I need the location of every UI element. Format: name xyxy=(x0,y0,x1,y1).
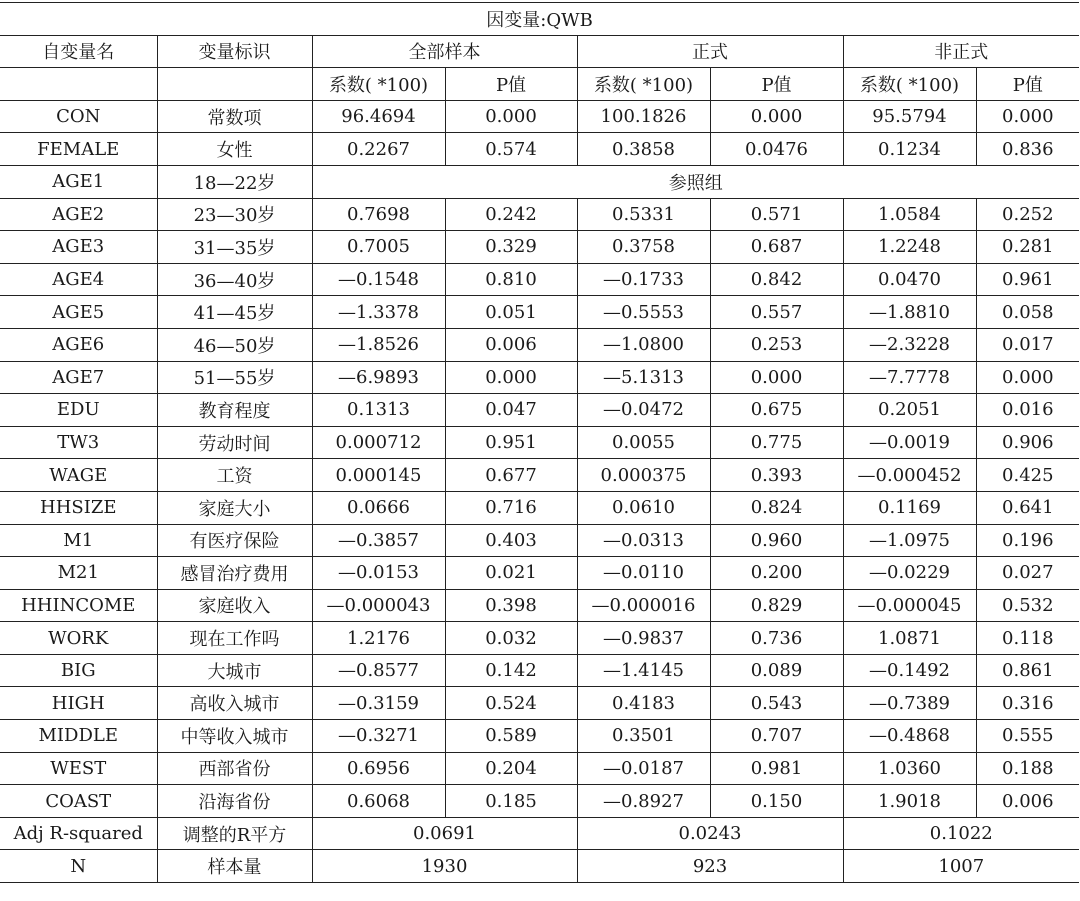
coefficient-cell: 0.0666 xyxy=(312,491,445,524)
coefficient-cell: —2.3228 xyxy=(843,328,976,361)
variable-label-cell: 教育程度 xyxy=(157,394,312,427)
coef-header-all: 系数( *100) xyxy=(312,68,445,101)
p-value-cell: 0.118 xyxy=(976,622,1079,655)
coefficient-cell: —0.000452 xyxy=(843,459,976,492)
variable-label-cell: 23—30岁 xyxy=(157,198,312,231)
variable-name-cell: BIG xyxy=(0,654,157,687)
p-value-cell: 0.543 xyxy=(710,687,843,720)
p-value-cell: 0.736 xyxy=(710,622,843,655)
coefficient-cell: —0.0019 xyxy=(843,426,976,459)
coefficient-cell: —5.1313 xyxy=(577,361,710,394)
variable-name-cell: WEST xyxy=(0,752,157,785)
p-value-cell: 0.810 xyxy=(445,263,577,296)
coefficient-cell: —1.8810 xyxy=(843,296,976,329)
variable-label-cell: 大城市 xyxy=(157,654,312,687)
p-value-cell: 0.006 xyxy=(445,328,577,361)
coefficient-cell: 0.1234 xyxy=(843,133,976,166)
dependent-variable-header: 因变量:QWB xyxy=(0,3,1079,36)
coefficient-cell: —0.4868 xyxy=(843,720,976,753)
table-row xyxy=(0,589,1079,622)
p-value-cell: 0.775 xyxy=(710,426,843,459)
p-value-cell: 0.142 xyxy=(445,654,577,687)
variable-label-cell: 18—22岁 xyxy=(157,165,312,198)
table-row xyxy=(0,328,1079,361)
variable-name-cell: WORK xyxy=(0,622,157,655)
p-value-cell: 0.017 xyxy=(976,328,1079,361)
variable-label-cell: 41—45岁 xyxy=(157,296,312,329)
table-row xyxy=(0,491,1079,524)
group-header-row xyxy=(0,35,1079,68)
variable-name-header: 自变量名 xyxy=(0,35,157,68)
table-row xyxy=(0,687,1079,720)
coefficient-cell: 1.0584 xyxy=(843,198,976,231)
table-row xyxy=(0,752,1079,785)
coefficient-cell: 0.0470 xyxy=(843,263,976,296)
coefficient-cell: 100.1826 xyxy=(577,100,710,133)
p-value-cell: 0.316 xyxy=(976,687,1079,720)
coefficient-cell: —0.5553 xyxy=(577,296,710,329)
p-value-cell: 0.677 xyxy=(445,459,577,492)
p-value-cell: 0.006 xyxy=(976,785,1079,818)
group-header-formal: 正式 xyxy=(577,35,843,68)
table-body xyxy=(0,3,1079,883)
coefficient-cell: 0.1313 xyxy=(312,394,445,427)
table-row xyxy=(0,263,1079,296)
coefficient-cell: —0.000016 xyxy=(577,589,710,622)
summary-value-cell: 0.1022 xyxy=(843,817,1079,850)
coefficient-cell: —0.3857 xyxy=(312,524,445,557)
variable-name-cell: M21 xyxy=(0,557,157,590)
p-value-cell: 0.000 xyxy=(976,361,1079,394)
p-value-cell: 0.425 xyxy=(976,459,1079,492)
p-value-cell: 0.000 xyxy=(445,361,577,394)
variable-name-cell: CON xyxy=(0,100,157,133)
variable-label-cell: 36—40岁 xyxy=(157,263,312,296)
subheader-empty-name xyxy=(0,68,157,101)
p-value-cell: 0.574 xyxy=(445,133,577,166)
coefficient-cell: 0.0055 xyxy=(577,426,710,459)
coefficient-cell: 0.6956 xyxy=(312,752,445,785)
p-header-informal: P值 xyxy=(976,68,1079,101)
coefficient-cell: —0.0229 xyxy=(843,557,976,590)
variable-name-cell: AGE6 xyxy=(0,328,157,361)
coefficient-cell: —1.0975 xyxy=(843,524,976,557)
summary-value-cell: 1930 xyxy=(312,850,577,883)
coefficient-cell: —0.3159 xyxy=(312,687,445,720)
p-value-cell: 0.675 xyxy=(710,394,843,427)
p-value-cell: 0.981 xyxy=(710,752,843,785)
coefficient-cell: 1.0871 xyxy=(843,622,976,655)
coefficient-cell: 0.4183 xyxy=(577,687,710,720)
coefficient-cell: —0.0313 xyxy=(577,524,710,557)
coefficient-cell: —0.0187 xyxy=(577,752,710,785)
variable-label-cell: 样本量 xyxy=(157,850,312,883)
p-value-cell: 0.329 xyxy=(445,231,577,264)
coefficient-cell: 0.2267 xyxy=(312,133,445,166)
p-value-cell: 0.021 xyxy=(445,557,577,590)
coefficient-cell: —0.1548 xyxy=(312,263,445,296)
p-value-cell: 0.555 xyxy=(976,720,1079,753)
variable-name-cell: M1 xyxy=(0,524,157,557)
group-header-all: 全部样本 xyxy=(312,35,577,68)
p-value-cell: 0.051 xyxy=(445,296,577,329)
sample-size-row xyxy=(0,850,1079,883)
table-row xyxy=(0,296,1079,329)
coef-header-informal: 系数( *100) xyxy=(843,68,976,101)
p-value-cell: 0.687 xyxy=(710,231,843,264)
table-row xyxy=(0,394,1079,427)
variable-label-cell: 46—50岁 xyxy=(157,328,312,361)
variable-label-cell: 家庭大小 xyxy=(157,491,312,524)
coefficient-cell: —1.0800 xyxy=(577,328,710,361)
p-header-all: P值 xyxy=(445,68,577,101)
coefficient-cell: —0.000043 xyxy=(312,589,445,622)
table-row xyxy=(0,133,1079,166)
p-value-cell: 0.196 xyxy=(976,524,1079,557)
variable-name-cell: HIGH xyxy=(0,687,157,720)
summary-value-cell: 0.0691 xyxy=(312,817,577,850)
coefficient-cell: —0.0110 xyxy=(577,557,710,590)
coefficient-cell: —6.9893 xyxy=(312,361,445,394)
variable-label-cell: 劳动时间 xyxy=(157,426,312,459)
coefficient-cell: —0.8927 xyxy=(577,785,710,818)
p-value-cell: 0.281 xyxy=(976,231,1079,264)
table-row xyxy=(0,557,1079,590)
summary-value-cell: 0.0243 xyxy=(577,817,843,850)
coefficient-cell: 0.1169 xyxy=(843,491,976,524)
variable-label-cell: 有医疗保险 xyxy=(157,524,312,557)
p-value-cell: 0.0476 xyxy=(710,133,843,166)
p-value-cell: 0.829 xyxy=(710,589,843,622)
variable-label-cell: 51—55岁 xyxy=(157,361,312,394)
p-value-cell: 0.716 xyxy=(445,491,577,524)
variable-name-cell: AGE4 xyxy=(0,263,157,296)
p-value-cell: 0.398 xyxy=(445,589,577,622)
p-value-cell: 0.707 xyxy=(710,720,843,753)
p-value-cell: 0.861 xyxy=(976,654,1079,687)
table-row xyxy=(0,459,1079,492)
p-value-cell: 0.185 xyxy=(445,785,577,818)
coefficient-cell: 0.3501 xyxy=(577,720,710,753)
coefficient-cell: —1.8526 xyxy=(312,328,445,361)
p-value-cell: 0.188 xyxy=(976,752,1079,785)
p-value-cell: 0.524 xyxy=(445,687,577,720)
adj-r-squared-row xyxy=(0,817,1079,850)
p-value-cell: 0.150 xyxy=(710,785,843,818)
coefficient-cell: —1.4145 xyxy=(577,654,710,687)
variable-name-cell: AGE3 xyxy=(0,231,157,264)
variable-label-cell: 感冒治疗费用 xyxy=(157,557,312,590)
p-value-cell: 0.393 xyxy=(710,459,843,492)
table-row xyxy=(0,720,1079,753)
variable-label-cell: 中等收入城市 xyxy=(157,720,312,753)
coefficient-cell: 0.7698 xyxy=(312,198,445,231)
p-value-cell: 0.000 xyxy=(710,361,843,394)
summary-value-cell: 1007 xyxy=(843,850,1079,883)
variable-name-cell: FEMALE xyxy=(0,133,157,166)
subheader-row xyxy=(0,68,1079,101)
coefficient-cell: —0.3271 xyxy=(312,720,445,753)
variable-label-cell: 女性 xyxy=(157,133,312,166)
coefficient-cell: —1.3378 xyxy=(312,296,445,329)
coefficient-cell: 0.000145 xyxy=(312,459,445,492)
p-value-cell: 0.836 xyxy=(976,133,1079,166)
coefficient-cell: 1.9018 xyxy=(843,785,976,818)
table-row xyxy=(0,361,1079,394)
variable-name-cell: N xyxy=(0,850,157,883)
coefficient-cell: 96.4694 xyxy=(312,100,445,133)
table-row xyxy=(0,231,1079,264)
p-value-cell: 0.089 xyxy=(710,654,843,687)
table-row xyxy=(0,165,1079,198)
table-row xyxy=(0,100,1079,133)
p-value-cell: 0.403 xyxy=(445,524,577,557)
coefficient-cell: 1.0360 xyxy=(843,752,976,785)
p-value-cell: 0.242 xyxy=(445,198,577,231)
p-value-cell: 0.824 xyxy=(710,491,843,524)
regression-table xyxy=(0,2,1079,883)
p-value-cell: 0.951 xyxy=(445,426,577,459)
p-value-cell: 0.842 xyxy=(710,263,843,296)
coefficient-cell: —0.000045 xyxy=(843,589,976,622)
variable-name-cell: WAGE xyxy=(0,459,157,492)
p-value-cell: 0.032 xyxy=(445,622,577,655)
p-value-cell: 0.016 xyxy=(976,394,1079,427)
coefficient-cell: 0.3858 xyxy=(577,133,710,166)
variable-name-cell: AGE7 xyxy=(0,361,157,394)
coefficient-cell: 0.2051 xyxy=(843,394,976,427)
coefficient-cell: 0.000712 xyxy=(312,426,445,459)
variable-label-header: 变量标识 xyxy=(157,35,312,68)
p-value-cell: 0.000 xyxy=(710,100,843,133)
coefficient-cell: —0.9837 xyxy=(577,622,710,655)
variable-name-cell: MIDDLE xyxy=(0,720,157,753)
variable-label-cell: 调整的R平方 xyxy=(157,817,312,850)
coefficient-cell: —0.0472 xyxy=(577,394,710,427)
coefficient-cell: 95.5794 xyxy=(843,100,976,133)
subheader-empty-label xyxy=(157,68,312,101)
variable-label-cell: 高收入城市 xyxy=(157,687,312,720)
coefficient-cell: 0.7005 xyxy=(312,231,445,264)
summary-value-cell: 923 xyxy=(577,850,843,883)
coefficient-cell: —7.7778 xyxy=(843,361,976,394)
p-value-cell: 0.252 xyxy=(976,198,1079,231)
variable-label-cell: 工资 xyxy=(157,459,312,492)
variable-label-cell: 沿海省份 xyxy=(157,785,312,818)
coefficient-cell: 0.5331 xyxy=(577,198,710,231)
variable-label-cell: 西部省份 xyxy=(157,752,312,785)
p-value-cell: 0.961 xyxy=(976,263,1079,296)
coefficient-cell: —0.8577 xyxy=(312,654,445,687)
variable-label-cell: 31—35岁 xyxy=(157,231,312,264)
table-row xyxy=(0,426,1079,459)
dependent-variable-row xyxy=(0,3,1079,36)
p-value-cell: 0.906 xyxy=(976,426,1079,459)
variable-name-cell: AGE5 xyxy=(0,296,157,329)
group-header-informal: 非正式 xyxy=(843,35,1079,68)
variable-label-cell: 现在工作吗 xyxy=(157,622,312,655)
coefficient-cell: —0.1733 xyxy=(577,263,710,296)
variable-name-cell: AGE1 xyxy=(0,165,157,198)
p-value-cell: 0.253 xyxy=(710,328,843,361)
p-value-cell: 0.641 xyxy=(976,491,1079,524)
variable-label-cell: 家庭收入 xyxy=(157,589,312,622)
variable-label-cell: 常数项 xyxy=(157,100,312,133)
variable-name-cell: COAST xyxy=(0,785,157,818)
coefficient-cell: —0.7389 xyxy=(843,687,976,720)
variable-name-cell: HHINCOME xyxy=(0,589,157,622)
p-value-cell: 0.589 xyxy=(445,720,577,753)
p-value-cell: 0.047 xyxy=(445,394,577,427)
reference-group-cell: 参照组 xyxy=(312,165,1079,198)
table-row xyxy=(0,524,1079,557)
table-row xyxy=(0,622,1079,655)
coefficient-cell: 0.3758 xyxy=(577,231,710,264)
p-header-formal: P值 xyxy=(710,68,843,101)
coefficient-cell: 0.6068 xyxy=(312,785,445,818)
variable-name-cell: Adj R-squared xyxy=(0,817,157,850)
p-value-cell: 0.571 xyxy=(710,198,843,231)
variable-name-cell: TW3 xyxy=(0,426,157,459)
coef-header-formal: 系数( *100) xyxy=(577,68,710,101)
coefficient-cell: —0.1492 xyxy=(843,654,976,687)
coefficient-cell: —0.0153 xyxy=(312,557,445,590)
p-value-cell: 0.204 xyxy=(445,752,577,785)
coefficient-cell: 0.000375 xyxy=(577,459,710,492)
p-value-cell: 0.058 xyxy=(976,296,1079,329)
coefficient-cell: 1.2248 xyxy=(843,231,976,264)
variable-name-cell: AGE2 xyxy=(0,198,157,231)
variable-name-cell: HHSIZE xyxy=(0,491,157,524)
p-value-cell: 0.027 xyxy=(976,557,1079,590)
p-value-cell: 0.960 xyxy=(710,524,843,557)
table-row xyxy=(0,198,1079,231)
coefficient-cell: 1.2176 xyxy=(312,622,445,655)
variable-name-cell: EDU xyxy=(0,394,157,427)
p-value-cell: 0.532 xyxy=(976,589,1079,622)
p-value-cell: 0.200 xyxy=(710,557,843,590)
coefficient-cell: 0.0610 xyxy=(577,491,710,524)
table-row xyxy=(0,785,1079,818)
p-value-cell: 0.000 xyxy=(445,100,577,133)
p-value-cell: 0.000 xyxy=(976,100,1079,133)
p-value-cell: 0.557 xyxy=(710,296,843,329)
table-row xyxy=(0,654,1079,687)
